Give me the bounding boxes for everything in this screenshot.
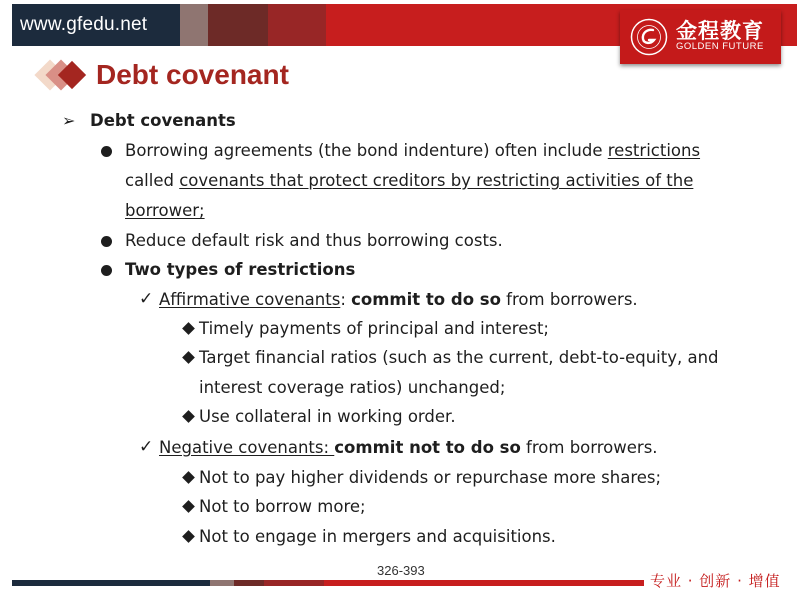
diamond-bullet-icon <box>182 410 195 423</box>
footer-band-maroon <box>234 580 264 586</box>
bullet-icon <box>101 146 112 157</box>
negative-label: Negative covenants: <box>159 438 335 457</box>
affirmative-label: Affirmative covenants <box>159 290 341 309</box>
covenants-underlined-text: covenants that protect creditors by restricting activities of the <box>179 171 694 190</box>
diamond-bullet-icon <box>182 351 195 364</box>
diamond-bullet-icon <box>182 530 195 543</box>
logo <box>620 10 781 64</box>
restrictions-link-text: restrictions <box>607 141 701 160</box>
checkmark-icon: ✓ <box>139 437 154 457</box>
logo-chinese-text: 金程教育 <box>676 19 764 43</box>
affirmative-item-continued: interest coverage ratios) unchanged; <box>199 378 506 397</box>
bullet-borrowing-line2 <box>125 171 693 191</box>
negative-covenants-line <box>159 438 658 458</box>
title-diamond-icon <box>33 57 95 95</box>
logo-english-text: GOLDEN FUTURE <box>676 41 764 52</box>
footer-band-red <box>324 580 644 586</box>
affirmative-item: Target financial ratios (such as the current, debt-to-equity, and <box>199 348 719 367</box>
footer-slogan: 专业 · 创新 · 增值 <box>650 572 781 590</box>
bullet-text: Borrowing agreements (the bond indenture) often include <box>125 141 608 160</box>
bullet-text: called <box>125 171 180 190</box>
bullet-reduce-risk: Reduce default risk and thus borrowing costs. <box>125 231 503 250</box>
section-heading: Debt covenants <box>90 111 236 130</box>
affirmative-item: Use collateral in working order. <box>199 407 456 426</box>
page-title: Debt covenant <box>96 59 289 90</box>
footer-band-crimson <box>264 580 324 586</box>
affirmative-bold-text: commit to do so <box>351 290 501 309</box>
negative-rest-text: from borrowers. <box>520 438 658 457</box>
bullet-two-types: Two types of restrictions <box>125 260 356 279</box>
bullet-borrowing-line3: borrower; <box>125 201 205 220</box>
logo-seal-icon <box>630 18 668 56</box>
bullet-icon <box>101 236 112 247</box>
colon-text: : <box>340 290 352 309</box>
header-band-maroon <box>208 4 268 46</box>
negative-item: Not to borrow more; <box>199 497 366 516</box>
diamond-bullet-icon <box>182 500 195 513</box>
diamond-bullet-icon <box>182 322 195 335</box>
footer-band-taupe <box>210 580 234 586</box>
negative-item: Not to engage in mergers and acquisitions. <box>199 527 556 546</box>
header-band-taupe <box>180 4 208 46</box>
affirmative-item: Timely payments of principal and interest; <box>199 319 549 338</box>
bullet-icon <box>101 265 112 276</box>
header-band-crimson <box>268 4 326 46</box>
negative-item: Not to pay higher dividends or repurchase more shares; <box>199 468 662 487</box>
page-number: 326-393 <box>377 563 425 578</box>
arrow-bullet-icon: ➢ <box>62 111 76 130</box>
checkmark-icon: ✓ <box>139 289 154 309</box>
affirmative-covenants-line <box>159 290 638 310</box>
site-url: www.gfedu.net <box>20 14 148 35</box>
diamond-bullet-icon <box>182 471 195 484</box>
footer-band-navy <box>12 580 210 586</box>
affirmative-rest-text: from borrowers. <box>500 290 638 309</box>
bullet-borrowing-line1 <box>125 141 700 161</box>
negative-bold-text: commit not to do so <box>334 438 521 457</box>
